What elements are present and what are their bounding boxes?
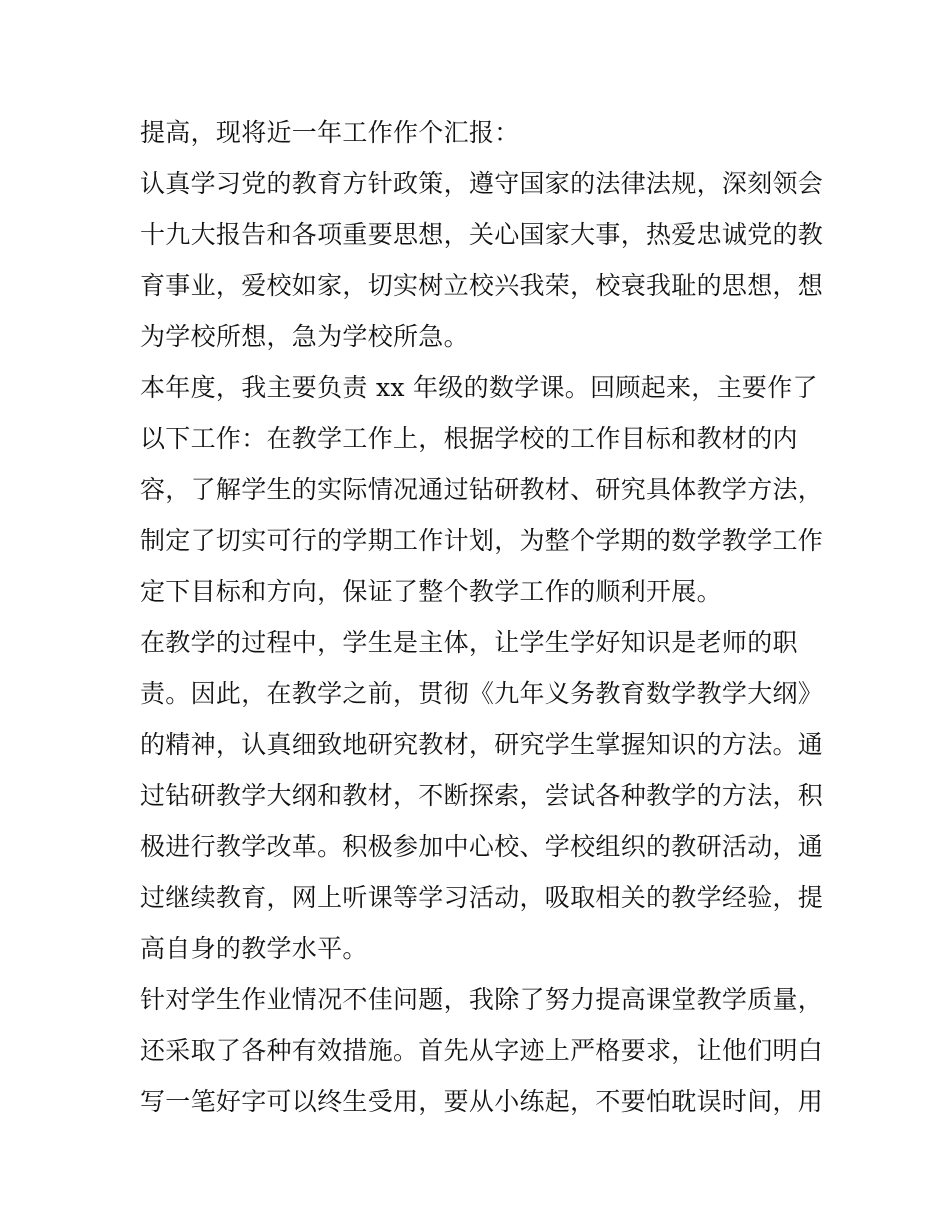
text-line: 在教学的过程中，学生是主体，让学生学好知识是老师的职 xyxy=(140,628,798,657)
text-line: 高自身的教学水平。 xyxy=(140,934,368,963)
text-line: 以下工作：在教学工作上，根据学校的工作目标和教材的内 xyxy=(140,424,798,453)
text-line: 育事业，爱校如家，切实树立校兴我荣，校衰我耻的思想，想 xyxy=(140,271,824,300)
text-line: 提高，现将近一年工作作个汇报： xyxy=(140,118,520,147)
text-line: 过钻研教学大纲和教材，不断探索，尝试各种教学的方法，积 xyxy=(140,781,824,810)
text-line: 容，了解学生的实际情况通过钻研教材、研究具体教学方法， xyxy=(140,475,824,504)
text-line: 还采取了各种有效措施。首先从字迹上严格要求，让他们明白 xyxy=(140,1036,824,1065)
text-line: 为学校所想，急为学校所急。 xyxy=(140,322,469,351)
text-line: 的精神，认真细致地研究教材，研究学生掌握知识的方法。通 xyxy=(140,730,824,759)
text-line: 本年度，我主要负责 xx 年级的数学课。回顾起来，主要作了 xyxy=(140,373,818,402)
document-body xyxy=(140,107,824,1127)
text-line: 责。因此，在教学之前，贯彻《九年义务教育数学教学大纲》 xyxy=(140,679,824,708)
text-line: 定下目标和方向，保证了整个教学工作的顺利开展。 xyxy=(140,577,722,606)
text-line: 制定了切实可行的学期工作计划，为整个学期的数学教学工作 xyxy=(140,526,824,555)
text-line: 过继续教育，网上听课等学习活动，吸取相关的教学经验，提 xyxy=(140,883,824,912)
text-line: 认真学习党的教育方针政策，遵守国家的法律法规，深刻领会 xyxy=(140,169,824,198)
text-line: 写一笔好字可以终生受用，要从小练起，不要怕耽误时间，用 xyxy=(140,1087,824,1116)
text-line: 极进行教学改革。积极参加中心校、学校组织的教研活动，通 xyxy=(140,832,824,861)
text-line: 十九大报告和各项重要思想，关心国家大事，热爱忠诚党的教 xyxy=(140,220,824,249)
text-line: 针对学生作业情况不佳问题，我除了努力提高课堂教学质量， xyxy=(140,985,824,1014)
